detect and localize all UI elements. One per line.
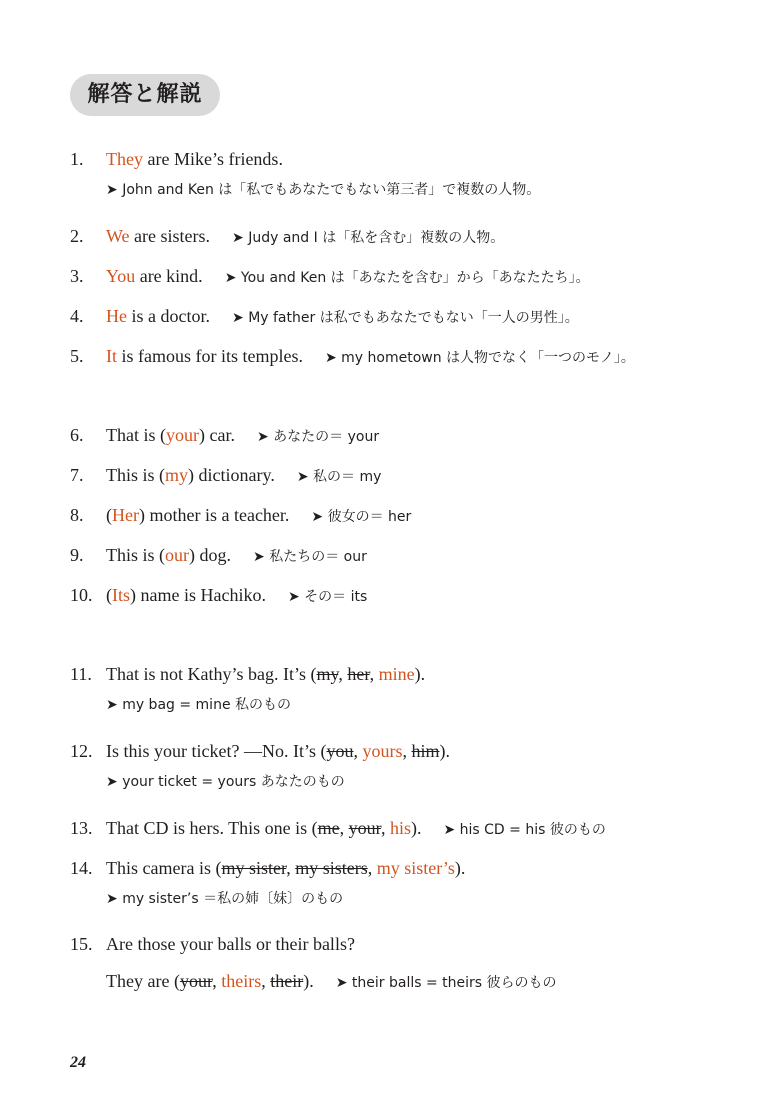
arrow-icon: ➤: [311, 509, 324, 525]
explanation: ➤ 私たちの＝ our: [253, 549, 367, 565]
answer-word: our: [165, 545, 190, 565]
section-title: 解答と解説: [87, 82, 203, 107]
arrow-icon: ➤: [296, 469, 309, 485]
question: Are those your balls or their balls?: [106, 934, 355, 954]
explanation: ➤ your ticket = yours あなたのもの: [106, 774, 345, 790]
sentence: (Her) mother is a teacher. ➤ 彼女の＝ her: [106, 505, 412, 525]
wrong-choice: her: [347, 664, 370, 684]
sentence: They are Mike’s friends.: [106, 149, 283, 169]
answer-word: Her: [112, 505, 139, 525]
sentence: Is this your ticket? —No. It’s (you, yours, him).: [106, 741, 450, 761]
item-number: 7.: [70, 465, 84, 485]
item-number: 12.: [70, 741, 93, 761]
arrow-icon: ➤: [106, 891, 118, 907]
sentence: They are (your, theirs, their). ➤ their balls = theirs 彼らのもの: [106, 971, 557, 991]
answer-word: He: [106, 306, 127, 326]
arrow-icon: ➤: [256, 429, 269, 445]
wrong-choice: your: [348, 818, 381, 838]
item-number: 14.: [70, 858, 93, 878]
wrong-choice: my: [316, 664, 339, 684]
answer-word: my: [165, 465, 189, 485]
arrow-icon: ➤: [287, 589, 300, 605]
sentence: You are kind. ➤ You and Ken は「あなたを含む」から「あなたたち」。: [106, 266, 590, 286]
explanation: ➤ my hometown は人物でなく「一つのモノ」。: [324, 350, 635, 366]
explanation: ➤ あなたの＝ your: [256, 429, 380, 445]
explanation: ➤ My father は私でもあなたでもない「一人の男性」。: [232, 310, 579, 326]
sentence: This is (our) dog. ➤ 私たちの＝ our: [106, 545, 367, 565]
item-number: 13.: [70, 818, 93, 838]
page-number: 24: [70, 1054, 86, 1071]
answer-word: Its: [112, 585, 130, 605]
arrow-icon: ➤: [106, 182, 118, 198]
wrong-choice: my sisters: [295, 858, 368, 878]
explanation: ➤ my sister’s ＝私の姉〔妹〕のもの: [106, 891, 344, 907]
wrong-choice: me: [317, 818, 340, 838]
item-number: 4.: [70, 306, 84, 326]
explanation: ➤ his CD = his 彼のもの: [443, 822, 606, 838]
explanation: ➤ John and Ken は「私でもあなたでもない第三者」で複数の人物。: [106, 182, 541, 198]
answer-word: theirs: [221, 971, 262, 991]
sentence: That is (your) car. ➤ あなたの＝ your: [106, 425, 380, 445]
item-number: 10.: [70, 585, 93, 605]
sentence: That CD is hers. This one is (me, your, his). ➤ his CD = his 彼のもの: [106, 818, 606, 838]
wrong-choice: your: [179, 971, 213, 991]
item-number: 15.: [70, 934, 93, 954]
answer-word: It: [106, 346, 117, 366]
arrow-icon: ➤: [106, 697, 118, 713]
answer-word: They: [106, 149, 143, 169]
sentence: That is not Kathy’s bag. It’s (my, her, mine).: [106, 664, 426, 684]
section-title-badge: [70, 74, 220, 116]
answer-word: my sister’s: [376, 858, 455, 878]
sentence: (Its) name is Hachiko. ➤ その＝ its: [106, 585, 368, 605]
item-number: 1.: [70, 149, 84, 169]
arrow-icon: ➤: [232, 310, 244, 326]
wrong-choice: their: [270, 971, 304, 991]
arrow-icon: ➤: [253, 549, 265, 565]
wrong-choice: you: [326, 741, 354, 761]
wrong-choice: him: [411, 741, 440, 761]
sentence: It is famous for its temples. ➤ my hometown は人物でなく「一つのモノ」。: [106, 346, 635, 366]
wrong-choice: my sister: [221, 858, 287, 878]
answer-word: You: [106, 266, 136, 286]
sentence: We are sisters. ➤ Judy and I は「私を含む」複数の人物。: [106, 226, 505, 246]
explanation: ➤ their balls = theirs 彼らのもの: [335, 975, 557, 991]
arrow-icon: ➤: [335, 975, 348, 991]
explanation: ➤ 私の＝ my: [296, 469, 382, 485]
explanation: ➤ 彼女の＝ her: [311, 509, 412, 525]
sentence: This camera is (my sister, my sisters, my sister’s).: [106, 858, 466, 878]
item-number: 8.: [70, 505, 84, 525]
answer-word: yours: [362, 741, 403, 761]
answer-word: your: [166, 425, 199, 445]
arrow-icon: ➤: [106, 774, 118, 790]
explanation: ➤ その＝ its: [287, 589, 368, 605]
sentence: He is a doctor. ➤ My father は私でもあなたでもない「一人の男性」。: [106, 306, 579, 326]
arrow-icon: ➤: [232, 230, 244, 246]
answer-word: We: [106, 226, 130, 246]
sentence: This is (my) dictionary. ➤ 私の＝ my: [106, 465, 382, 485]
item-number: 9.: [70, 545, 84, 565]
explanation: ➤ You and Ken は「あなたを含む」から「あなたたち」。: [224, 270, 590, 286]
arrow-icon: ➤: [443, 822, 456, 838]
item-number: 11.: [70, 664, 92, 684]
explanation: ➤ Judy and I は「私を含む」複数の人物。: [232, 230, 505, 246]
item-number: 2.: [70, 226, 84, 246]
arrow-icon: ➤: [224, 270, 237, 286]
answer-word: mine: [378, 664, 415, 684]
arrow-icon: ➤: [324, 350, 337, 366]
item-number: 6.: [70, 425, 84, 445]
answer-word: his: [389, 818, 411, 838]
explanation: ➤ my bag = mine 私のもの: [106, 697, 292, 713]
item-number: 3.: [70, 266, 84, 286]
item-number: 5.: [70, 346, 84, 366]
